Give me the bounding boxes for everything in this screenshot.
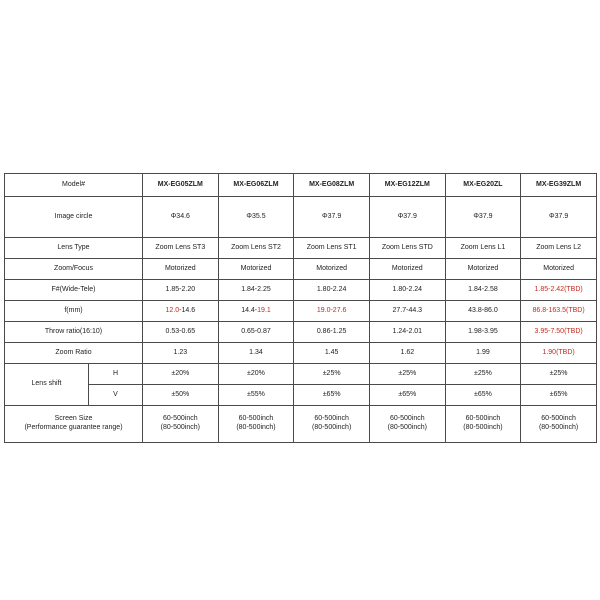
lens-type-row (5, 238, 597, 259)
table-cell: ±25% (369, 364, 445, 385)
table-cell: 1.90(TBD) (521, 343, 597, 364)
table-cell (218, 301, 294, 322)
row-label: Image circle (5, 197, 143, 238)
table-cell: 1.80-2.24 (294, 280, 370, 301)
table-cell: Zoom Lens L1 (445, 238, 521, 259)
table-cell: Motorized (369, 259, 445, 280)
cell-line: 60-500inch (541, 415, 576, 423)
cell-line: 60-500inch (465, 415, 501, 423)
row-label: Throw ratio(16:10) (5, 322, 143, 343)
image-circle-row (5, 197, 597, 238)
zoom-ratio-row (5, 343, 597, 364)
table-cell: Motorized (521, 259, 597, 280)
table-cell (521, 406, 597, 443)
row-label-line: Screen Size (54, 415, 93, 423)
table-cell: Φ37.9 (294, 197, 370, 238)
table-cell: Zoom Lens ST2 (218, 238, 294, 259)
cell-part: 12.0 (165, 306, 180, 314)
row-label: Lens shift (5, 364, 89, 406)
table-cell: ±25% (294, 364, 370, 385)
table-cell: Motorized (218, 259, 294, 280)
table-cell: 86.8-163.5(TBD) (521, 301, 597, 322)
table-cell: 43.8-86.0 (445, 301, 521, 322)
table-cell: 1.23 (143, 343, 219, 364)
sub-label: V (89, 385, 143, 406)
table-cell: Motorized (143, 259, 219, 280)
table-cell: 0.53-0.65 (143, 322, 219, 343)
table-cell: 1.85-2.20 (143, 280, 219, 301)
table-cell: 1.98-3.95 (445, 322, 521, 343)
table-cell: 1.34 (218, 343, 294, 364)
table-cell: ±25% (521, 364, 597, 385)
table-cell: 1.80-2.24 (369, 280, 445, 301)
table-cell (445, 406, 521, 443)
throw-ratio-row (5, 322, 597, 343)
table-cell (369, 406, 445, 443)
table-cell (294, 406, 370, 443)
table-cell: 1.99 (445, 343, 521, 364)
table-cell: Zoom Lens L2 (521, 238, 597, 259)
model-name: MX-EG05ZLM (143, 174, 219, 197)
table-cell: ±20% (218, 364, 294, 385)
cell-line: (80-500inch) (387, 424, 427, 431)
f-number-row (5, 280, 597, 301)
table-cell: 0.65-0.87 (218, 322, 294, 343)
model-name: MX-EG08ZLM (294, 174, 370, 197)
sub-label: H (89, 364, 143, 385)
row-label: f(mm) (5, 301, 143, 322)
spec-table (4, 173, 597, 443)
cell-line: (80-500inch) (311, 424, 352, 431)
table-cell: ±65% (521, 385, 597, 406)
cell-part: 14.4- (241, 306, 258, 314)
row-label-line: (Performance guarantee range) (24, 424, 123, 431)
lens-shift-v-row (5, 385, 597, 406)
table-cell: ±50% (143, 385, 219, 406)
table-cell: 1.84-2.58 (445, 280, 521, 301)
table-cell: 19.0-27.6 (294, 301, 370, 322)
screen-size-row (5, 406, 597, 443)
table-cell: ±65% (294, 385, 370, 406)
cell-line: (80-500inch) (538, 424, 579, 431)
table-cell (218, 406, 294, 443)
cell-line: (80-500inch) (463, 424, 503, 431)
table-cell: Motorized (294, 259, 370, 280)
table-cell: Φ37.9 (445, 197, 521, 238)
table-cell: 3.95-7.50(TBD) (521, 322, 597, 343)
model-name: MX-EG39ZLM (521, 174, 597, 197)
row-label: F#(Wide-Tele) (5, 280, 143, 301)
table-cell: 1.45 (294, 343, 370, 364)
table-cell: ±20% (143, 364, 219, 385)
row-label: Lens Type (5, 238, 143, 259)
zoom-focus-row (5, 259, 597, 280)
model-name: MX-EG06ZLM (218, 174, 294, 197)
cell-part: -14.6 (179, 306, 196, 314)
table-cell: 1.84-2.25 (218, 280, 294, 301)
cell-line: (80-500inch) (236, 424, 276, 431)
table-cell: 1.62 (369, 343, 445, 364)
model-header-row (5, 174, 597, 197)
cell-line: 60-500inch (314, 415, 349, 423)
cell-part: 19.1 (257, 306, 271, 314)
table-cell: Motorized (445, 259, 521, 280)
table-cell: Zoom Lens ST1 (294, 238, 370, 259)
model-header-label: Model# (5, 174, 143, 197)
model-name: MX-EG20ZL (445, 174, 521, 197)
table-cell: Φ37.9 (521, 197, 597, 238)
table-cell: 1.24-2.01 (369, 322, 445, 343)
focal-length-row (5, 301, 597, 322)
table-cell: 1.85-2.42(TBD) (521, 280, 597, 301)
table-cell: 0.86-1.25 (294, 322, 370, 343)
row-label (5, 406, 143, 443)
table-cell: ±65% (445, 385, 521, 406)
table-cell: Φ34.6 (143, 197, 219, 238)
cell-line: 60-500inch (389, 415, 425, 423)
table-cell: Zoom Lens STD (369, 238, 445, 259)
cell-line: (80-500inch) (160, 424, 200, 431)
lens-shift-h-row (5, 364, 597, 385)
cell-line: 60-500inch (238, 415, 274, 423)
cell-line: 60-500inch (163, 415, 198, 423)
table-cell: ±65% (369, 385, 445, 406)
row-label: Zoom Ratio (5, 343, 143, 364)
table-cell: Φ35.5 (218, 197, 294, 238)
table-cell: Φ37.9 (369, 197, 445, 238)
table-cell: Zoom Lens ST3 (143, 238, 219, 259)
table-cell: ±25% (445, 364, 521, 385)
table-cell: 27.7-44.3 (369, 301, 445, 322)
model-name: MX-EG12ZLM (369, 174, 445, 197)
table-cell (143, 301, 219, 322)
row-label: Zoom/Focus (5, 259, 143, 280)
table-cell (143, 406, 219, 443)
table-cell: ±55% (218, 385, 294, 406)
